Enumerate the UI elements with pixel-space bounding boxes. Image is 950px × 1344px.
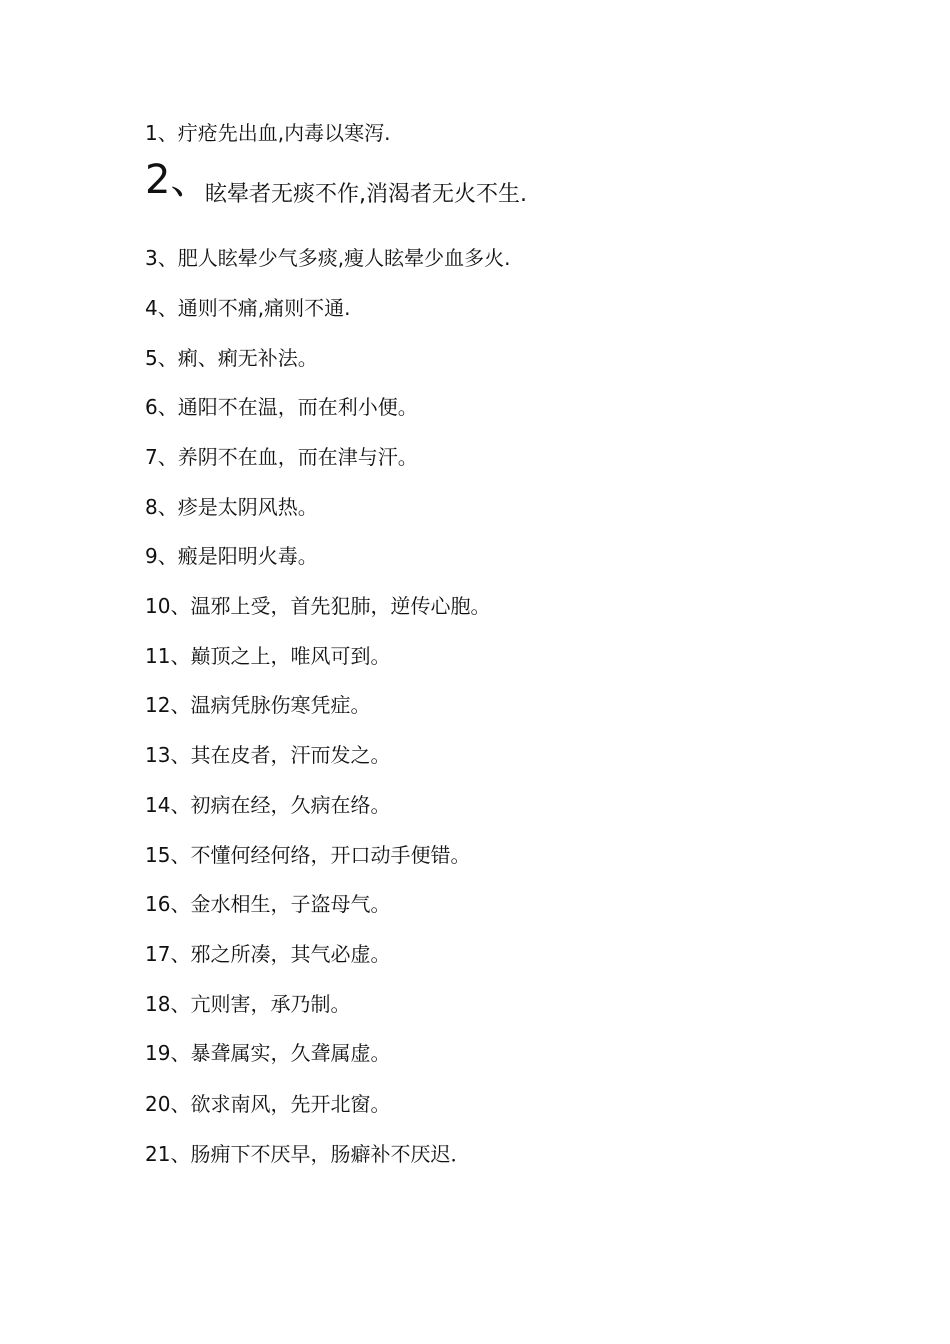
- list-item: [145, 592, 490, 620]
- item-text: 欲求南风，先开北窗。: [190, 1092, 391, 1116]
- item-text: 邪之所凑，其气必虚。: [190, 942, 391, 966]
- item-text: 温邪上受，首先犯肺，逆传心胞。: [190, 594, 491, 618]
- item-number: 11、: [145, 644, 191, 668]
- item-text: 眩晕者无痰不作,消渴者无火不生.: [205, 182, 527, 207]
- item-number: 8、: [145, 495, 178, 519]
- item-text: 养阴不在血，而在津与汗。: [177, 445, 418, 469]
- item-text: 肠痈下不厌早，肠癖补不厌迟．: [190, 1142, 471, 1166]
- item-number: 13、: [145, 743, 191, 767]
- list-item: [145, 890, 390, 918]
- item-text: 疹是太阴风热。: [177, 495, 318, 519]
- list-item: [145, 119, 390, 147]
- item-text: 肥人眩晕少气多痰,瘦人眩晕少血多火.: [177, 246, 511, 270]
- item-number: 20、: [145, 1092, 191, 1116]
- item-number: 10、: [145, 594, 191, 618]
- item-text: 温病凭脉伤寒凭症。: [190, 693, 371, 717]
- list-item: [145, 393, 418, 421]
- list-item: [145, 990, 350, 1018]
- list-item: [145, 443, 418, 471]
- list-item: [145, 1039, 390, 1067]
- item-number: 21、: [145, 1142, 191, 1166]
- item-number: 19、: [145, 1041, 191, 1065]
- list-item: [145, 940, 390, 968]
- item-text: 其在皮者，汗而发之。: [190, 743, 391, 767]
- item-number: 14、: [145, 793, 191, 817]
- item-number: 15、: [145, 843, 191, 867]
- list-item: [145, 1090, 390, 1118]
- item-text: 巅顶之上，唯风可到。: [190, 644, 391, 668]
- item-text: 通则不痛,痛则不通.: [177, 296, 351, 320]
- item-text: 通阳不在温，而在利小便。: [177, 395, 418, 419]
- item-text: 瘢是阳明火毒。: [177, 544, 318, 568]
- item-text: 不懂何经何络，开口动手便错。: [190, 843, 471, 867]
- item-text: 金水相生，子盗母气。: [190, 892, 391, 916]
- item-number: 6、: [145, 395, 178, 419]
- item-number: 18、: [145, 992, 191, 1016]
- item-number: 2、: [145, 157, 211, 203]
- list-item: [145, 791, 390, 819]
- item-number: 7、: [145, 445, 178, 469]
- list-item: [145, 741, 390, 769]
- item-number: 17、: [145, 942, 191, 966]
- list-item: [145, 244, 510, 272]
- list-item: [145, 493, 318, 521]
- item-text: 亢则害，承乃制。: [190, 992, 351, 1016]
- list-item: [145, 1140, 470, 1168]
- item-text: 疔疮先出血,内毒以寒泻.: [177, 121, 391, 145]
- list-item: [145, 691, 370, 719]
- item-number: 12、: [145, 693, 191, 717]
- item-number: 9、: [145, 544, 178, 568]
- item-number: 5、: [145, 346, 178, 370]
- list-item: [145, 294, 350, 322]
- item-text: 痢、痢无补法。: [177, 346, 318, 370]
- list-item: [145, 841, 470, 869]
- list-item: [145, 642, 390, 670]
- list-item: [145, 542, 318, 570]
- item-number: 1、: [145, 121, 178, 145]
- item-text: 初病在经，久病在络。: [190, 793, 391, 817]
- item-number: 3、: [145, 246, 178, 270]
- item-number: 4、: [145, 296, 178, 320]
- item-number: 16、: [145, 892, 191, 916]
- list-item: [145, 344, 318, 372]
- item-text: 暴聋属实，久聋属虚。: [190, 1041, 391, 1065]
